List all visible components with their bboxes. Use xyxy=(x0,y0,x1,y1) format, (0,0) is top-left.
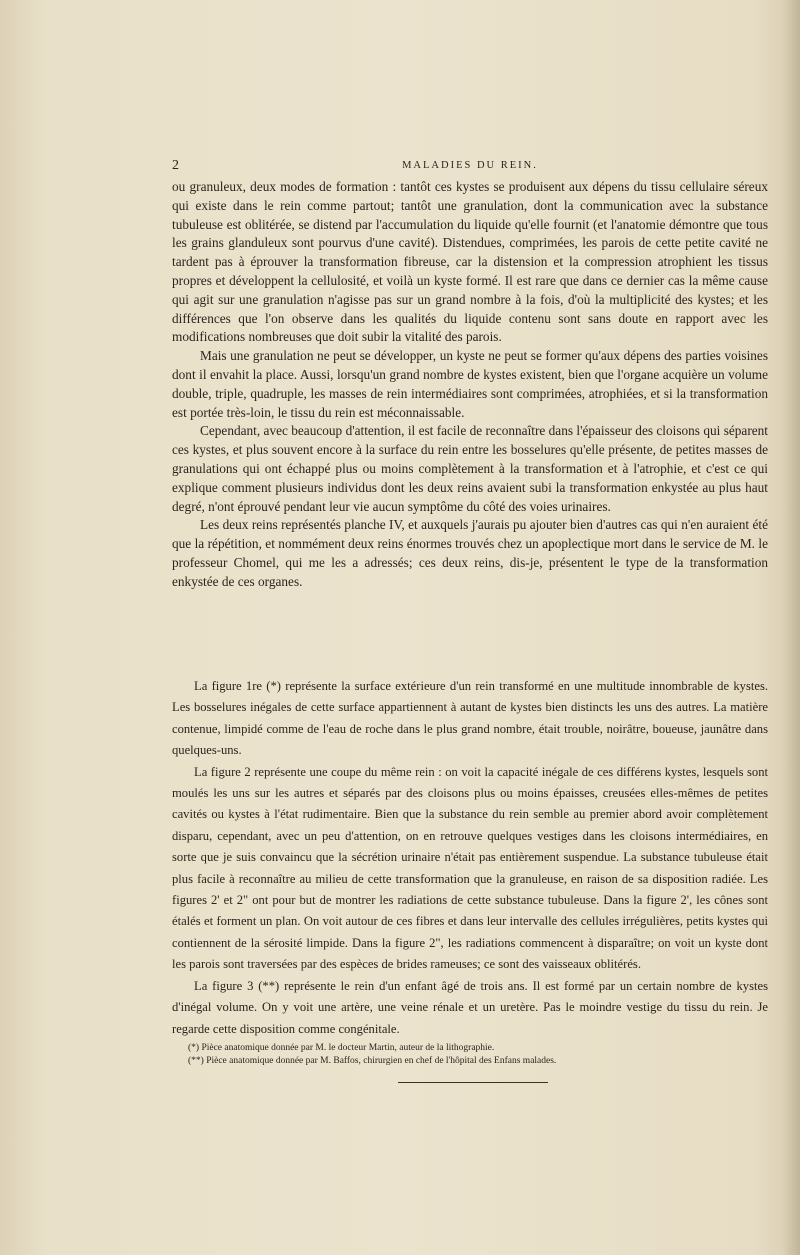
paragraph: Mais une granulation ne peut se développer, un kyste ne peut se former qu'aux dépens des parties voisines dont il envahit la place. Aussi, lorsqu'un grand nombre de kystes existent, bien que l'organe acquière un volume double, triple, quadruple, les masses de rein intermédiaires sont comprimées, atrophiées, et si la transformation est portée très-loin, le tissu du rein est méconnaissable. xyxy=(172,348,768,420)
plate-paragraph: La figure 2 représente une coupe du même rein : on voit la capacité inégale de ces différens kystes, lesquels sont moulés les uns sur les autres et séparés par des cloisons plus ou moins épaisses, creusées elles-mêmes de petites cavités ou kystes à l'état rudimentaire. Bien que la substance du rein semble au premier abord avoir complètement disparu, cependant, avec un peu d'attention, on en retrouve quelques vestiges dans les cloisons intermédiaires, en sorte que je suis convaincu que la sécrétion urinaire n'était pas entièrement suspendue. La substance tubuleuse était plus facile à reconnaître au milieu de cette transformation que la granuleuse, en raison de sa disposition radiée. Les figures 2' et 2" ont pour but de montrer les radiations de cette substance tubuleuse. Dans la figure 2', les cônes sont étalés et forment un plan. On voit autour de ces fibres et dans leur intervalle des cellules irrégulières, petits kystes qui contiennent de la sérosité limpide. Dans la figure 2", les radiations commencent à disparaître; on voit un kyste dont les parois sont traversées par des espèces de brides rameuses; ce sont des vaisseaux oblitérés. xyxy=(172,764,768,972)
page-edge-shadow xyxy=(782,0,800,1255)
footnote: (*) Pièce anatomique donnée par M. le docteur Martin, auteur de la lithographie. xyxy=(188,1043,495,1053)
plate-paragraph: La figure 1re (*) représente la surface extérieure d'un rein transformé en une multitude innombrable de kystes. Les bosselures inégales de cette surface appartiennent à autant de kystes bien distincts les uns des autres. La matière contenue, limpidé comme de l'eau de roche dans le plus grand nombre, était trouble, noirâtre, boueuse, jaunâtre dans quelques-uns. xyxy=(172,679,768,758)
paragraph: ou granuleux, deux modes de formation : tantôt ces kystes se produisent aux dépens du tissu cellulaire séreux qui existe dans le rein comme partout; tantôt une granulation, dont la communication avec la substance tubuleuse est oblitérée, se distend par l'accumulation du liquide qu'elle fournit (et l'anatomie démontre que tous les grains glanduleux sont pourvus d'une cavité). Distendues, comprimées, les parois de cette petite cavité ne tardent pas à éprouver la transformation fibreuse, car la distension et la compression atrophient les tissus propres et développent la cellulosité, et voilà un kyste formé. Il est rare que dans ce dernier cas la même cause qui agit sur une granulation n'agisse pas sur un grand nombre à la fois, d'où la multiplicité des kystes; et les différences que l'on observe dans les qualités du liquide contenu sont sans doute en rapport avec les modifications nombreuses que doit subir la vitalité des parois. xyxy=(172,179,768,345)
footnotes xyxy=(188,1042,748,1068)
plate-paragraph: La figure 3 (**) représente le rein d'un enfant âgé de trois ans. Il est formé par un certain nombre de kystes d'inégal volume. On y voit une artère, une veine rénale et un uretère. Pas le moindre vestige du tissu du rein. Je regarde cette disposition comme congénitale. xyxy=(172,978,768,1036)
footnote: (**) Pièce anatomique donnée par M. Baffos, chirurgien en chef de l'hôpital des Enfans malades. xyxy=(188,1056,557,1066)
paragraph: Les deux reins représentés planche IV, et auxquels j'aurais pu ajouter bien d'autres cas qui n'en auraient été que la répétition, et nommément deux reins énormes trouvés chez un apoplectique mort dans le service de M. le professeur Chomel, qui me les a adressés; ces deux reins, dis-je, présentent le type de la transformation enkystée de ces organes. xyxy=(172,517,768,589)
plate-description xyxy=(172,676,768,1040)
paragraph: Cependant, avec beaucoup d'attention, il est facile de reconnaître dans l'épaisseur des cloisons qui séparent ces kystes, et plus souvent encore à la surface du rein entre les bosselures qu'elle présente, de petites masses de granulations qui ont échappé plus ou moins complètement à la transformation et à l'atrophie, et c'est ce qui explique comment plusieurs individus dont les deux reins avaient subi la transformation enkystée au plus haut degré, n'ont éprouvé pendant leur vie aucun symptôme du côté des voies urinaires. xyxy=(172,423,768,514)
end-rule xyxy=(398,1082,548,1083)
page-header xyxy=(172,156,768,176)
running-title: MALADIES DU REIN. xyxy=(402,160,538,171)
main-text xyxy=(172,178,768,592)
page-number: 2 xyxy=(172,158,179,173)
